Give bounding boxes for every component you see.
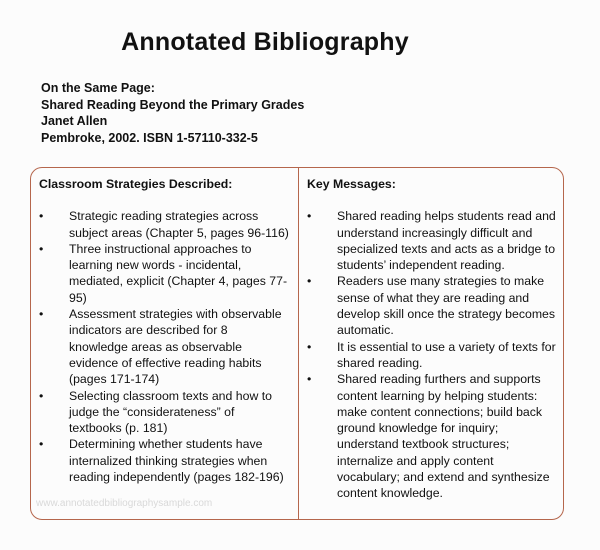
messages-list bbox=[307, 208, 559, 501]
list-item-text: Strategic reading strategies across subject areas (Chapter 5, pages 96-116) bbox=[69, 209, 289, 240]
page-title: Annotated Bibliography bbox=[121, 28, 409, 56]
bullet-icon: • bbox=[307, 339, 312, 354]
bullet-icon: • bbox=[307, 372, 312, 387]
list-item bbox=[39, 306, 289, 387]
column-divider bbox=[298, 167, 299, 520]
list-item bbox=[307, 339, 559, 372]
list-item-text: Shared reading helps students read and understand increasingly difficult and specialized texts and acts as a bridge to students’ independent reading. bbox=[337, 209, 556, 273]
bullet-icon: • bbox=[39, 437, 44, 452]
list-item-text: Assessment strategies with observable indicators are described for 8 knowledge areas as observable evidence of effective reading habits (pages 171-174) bbox=[69, 307, 282, 387]
strategies-heading: Classroom Strategies Described: bbox=[39, 177, 233, 191]
bullet-icon: • bbox=[39, 388, 44, 403]
list-item-text: Selecting classroom texts and how to judge the “considerateness” of textbooks (p. 181) bbox=[69, 388, 273, 436]
list-item-text: Determining whether students have internalized thinking strategies when reading independently (pages 182-196) bbox=[69, 437, 284, 485]
citation-block bbox=[41, 80, 304, 146]
list-item bbox=[307, 371, 559, 501]
list-item bbox=[307, 208, 559, 273]
strategies-column bbox=[39, 176, 289, 485]
book-publication: Pembroke, 2002. ISBN 1-57110-332-5 bbox=[41, 130, 258, 145]
bullet-icon: • bbox=[39, 241, 44, 256]
messages-column bbox=[307, 176, 559, 502]
bullet-icon: • bbox=[39, 209, 44, 224]
watermark: www.annotatedbibliographysample.com bbox=[36, 498, 213, 509]
list-item bbox=[39, 436, 289, 485]
bullet-icon: • bbox=[307, 209, 312, 224]
bullet-icon: • bbox=[39, 307, 44, 322]
strategies-list bbox=[39, 208, 289, 485]
list-item bbox=[39, 241, 289, 306]
book-subtitle: Shared Reading Beyond the Primary Grades bbox=[41, 97, 305, 112]
list-item bbox=[39, 388, 289, 437]
messages-heading: Key Messages: bbox=[307, 177, 396, 191]
bullet-icon: • bbox=[307, 274, 312, 289]
list-item bbox=[307, 273, 559, 338]
list-item-text: It is essential to use a variety of texts for shared reading. bbox=[337, 339, 556, 370]
book-title: On the Same Page: bbox=[41, 81, 155, 95]
list-item-text: Shared reading furthers and supports content learning by helping students: make content connections; build back ground knowledge for inquiry; understand textbook structures; internalize and apply content vocabulary; and extend and synthesize content knowledge. bbox=[337, 372, 550, 501]
list-item-text: Readers use many strategies to make sense of what they are reading and develop skill once the strategy becomes automatic. bbox=[337, 274, 556, 338]
list-item-text: Three instructional approaches to learning new words - incidental, mediated, explicit (Chapter 4, pages 77-95) bbox=[69, 241, 288, 305]
book-author: Janet Allen bbox=[41, 114, 108, 128]
list-item bbox=[39, 208, 289, 241]
